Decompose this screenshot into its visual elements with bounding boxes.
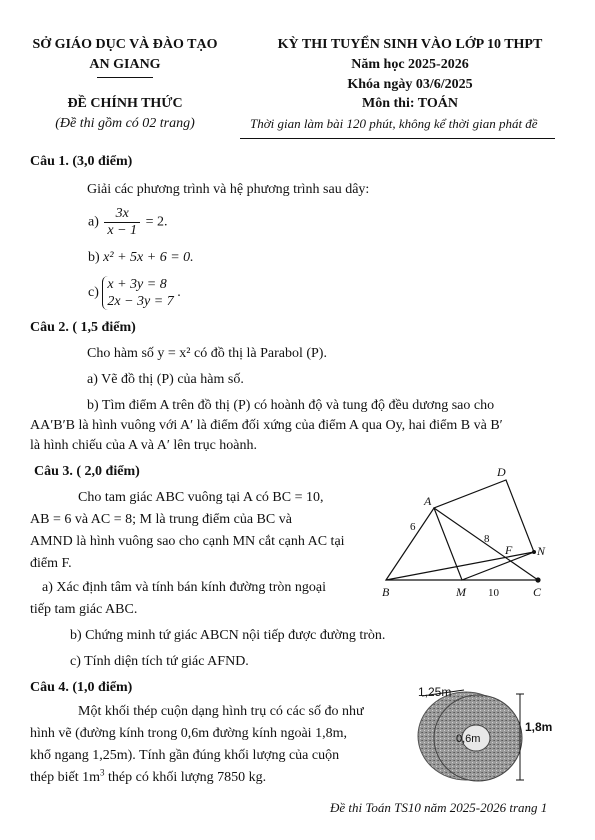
q2-part-b-line2: AA′B′B là hình vuông với A′ là điểm đối xứng của điểm A qua Oy, hai điểm B và B′	[30, 418, 503, 433]
q1-a-label: a)	[88, 214, 99, 230]
q3-intro-line2: AB = 6 và AC = 8; M là trung điểm của BC và	[30, 512, 292, 527]
q3-part-c: c) Tính diện tích tứ giác AFND.	[70, 654, 249, 669]
q1-part-a	[88, 206, 167, 239]
label-f: F	[505, 543, 513, 557]
q1-title: Câu 1. (3,0 điểm)	[30, 154, 133, 169]
point-n	[532, 550, 536, 554]
q1-part-c	[88, 276, 181, 310]
pages-note: (Đề thi gồm có 02 trang)	[55, 116, 195, 131]
label-c: C	[533, 585, 542, 599]
q2-part-b-line1: b) Tìm điểm A trên đồ thị (P) có hoành độ và tung độ đều dương sao cho	[87, 398, 495, 413]
exam-date: Khóa ngày 03/6/2025	[347, 77, 473, 92]
length-am: 8	[484, 533, 490, 545]
school-year: Năm học 2025-2026	[351, 57, 469, 72]
label-b: B	[382, 585, 390, 599]
inner-diameter-label: 0,6m	[456, 733, 481, 745]
length-mc: 10	[488, 587, 499, 599]
label-m: M	[456, 585, 466, 599]
q1-a-fraction	[104, 206, 140, 239]
q3-part-a-line2: tiếp tam giác ABC.	[30, 602, 138, 617]
q3-part-b: b) Chứng minh tứ giác ABCN nội tiếp được đường tròn.	[70, 628, 386, 643]
q2-intro: Cho hàm số y = x² có đồ thị là Parabol (P).	[87, 346, 327, 361]
q1-intro: Giải các phương trình và hệ phương trình sau dây:	[87, 182, 370, 197]
q1-b-label: b)	[88, 250, 100, 265]
square-amnd	[434, 480, 534, 580]
label-a: A	[424, 494, 432, 508]
exam-title: KỲ THI TUYỂN SINH VÀO LỚP 10 THPT	[277, 37, 543, 52]
q3-part-a-line1: a) Xác định tâm và tính bán kính đường tròn ngoại	[42, 580, 327, 595]
q3-intro-line3: AMND là hình vuông sao cho cạnh MN cắt cạnh AC tại	[30, 534, 345, 549]
q1-part-b	[88, 250, 194, 266]
q4-line3: khổ ngang 1,25m). Tính gần đúng khối lượng của cuộn	[30, 748, 340, 763]
triangle-abc	[386, 508, 538, 580]
label-d: D	[497, 465, 506, 479]
q4-line4-pre: thép biết 1m	[30, 770, 100, 785]
outer-diameter-label: 1,8m	[525, 720, 553, 734]
length-ab: 6	[410, 521, 416, 533]
time-note: Thời gian làm bài 120 phút, không kể thời gian phát đề	[250, 116, 538, 131]
q1-a-denominator: x − 1	[107, 223, 138, 238]
label-n: N	[537, 544, 546, 558]
q4-line2: hình vẽ (đường kính trong 0,6m đường kính ngoài 1,8m,	[30, 726, 347, 741]
width-label: 1,25m	[418, 685, 452, 699]
subject: Môn thi: TOÁN	[362, 96, 458, 111]
q3-intro-line4: điểm F.	[30, 556, 72, 571]
q4-line4-sup: 3	[100, 767, 105, 778]
q4-title: Câu 4. (1,0 điểm)	[30, 680, 133, 695]
point-c	[535, 577, 540, 582]
q2-title: Câu 2. ( 1,5 điểm)	[30, 320, 136, 335]
q1-c-eq1: x + 3y = 8	[107, 277, 167, 292]
department-name: SỞ GIÁO DỤC VÀ ĐÀO TẠO	[32, 37, 218, 52]
q1-b-equation: x² + 5x + 6 = 0.	[103, 250, 194, 265]
q3-intro-line1: Cho tam giác ABC vuông tại A có BC = 10,	[78, 490, 324, 505]
q1-c-eq2: 2x − 3y = 7	[107, 294, 174, 309]
q1-a-rhs: = 2.	[145, 214, 168, 230]
header-left-underline	[97, 77, 153, 78]
q2-part-a: a) Vẽ đồ thị (P) của hàm số.	[87, 372, 244, 387]
q3-geometry-figure	[380, 462, 560, 602]
province-name: AN GIANG	[89, 57, 161, 72]
q4-steel-coil-figure	[398, 676, 563, 786]
official-label: ĐỀ CHÍNH THỨC	[67, 96, 183, 111]
q4-line1: Một khối thép cuộn dạng hình trụ có các số đo như	[78, 704, 364, 719]
q3-title: Câu 3. ( 2,0 điểm)	[34, 464, 140, 479]
page-footer: Đề thi Toán TS10 năm 2025-2026 trang 1	[330, 800, 548, 815]
q1-c-end: .	[177, 285, 181, 300]
q4-line4	[30, 767, 267, 786]
header-right-underline	[240, 138, 555, 139]
q1-c-system	[102, 276, 173, 310]
q2-part-b-line3: là hình chiếu của A và A′ lên trục hoành.	[30, 438, 258, 453]
q4-line4-post: thép có khối lượng 7850 kg.	[104, 770, 267, 785]
q1-c-label: c)	[88, 285, 99, 300]
q1-a-numerator: 3x	[104, 206, 140, 223]
